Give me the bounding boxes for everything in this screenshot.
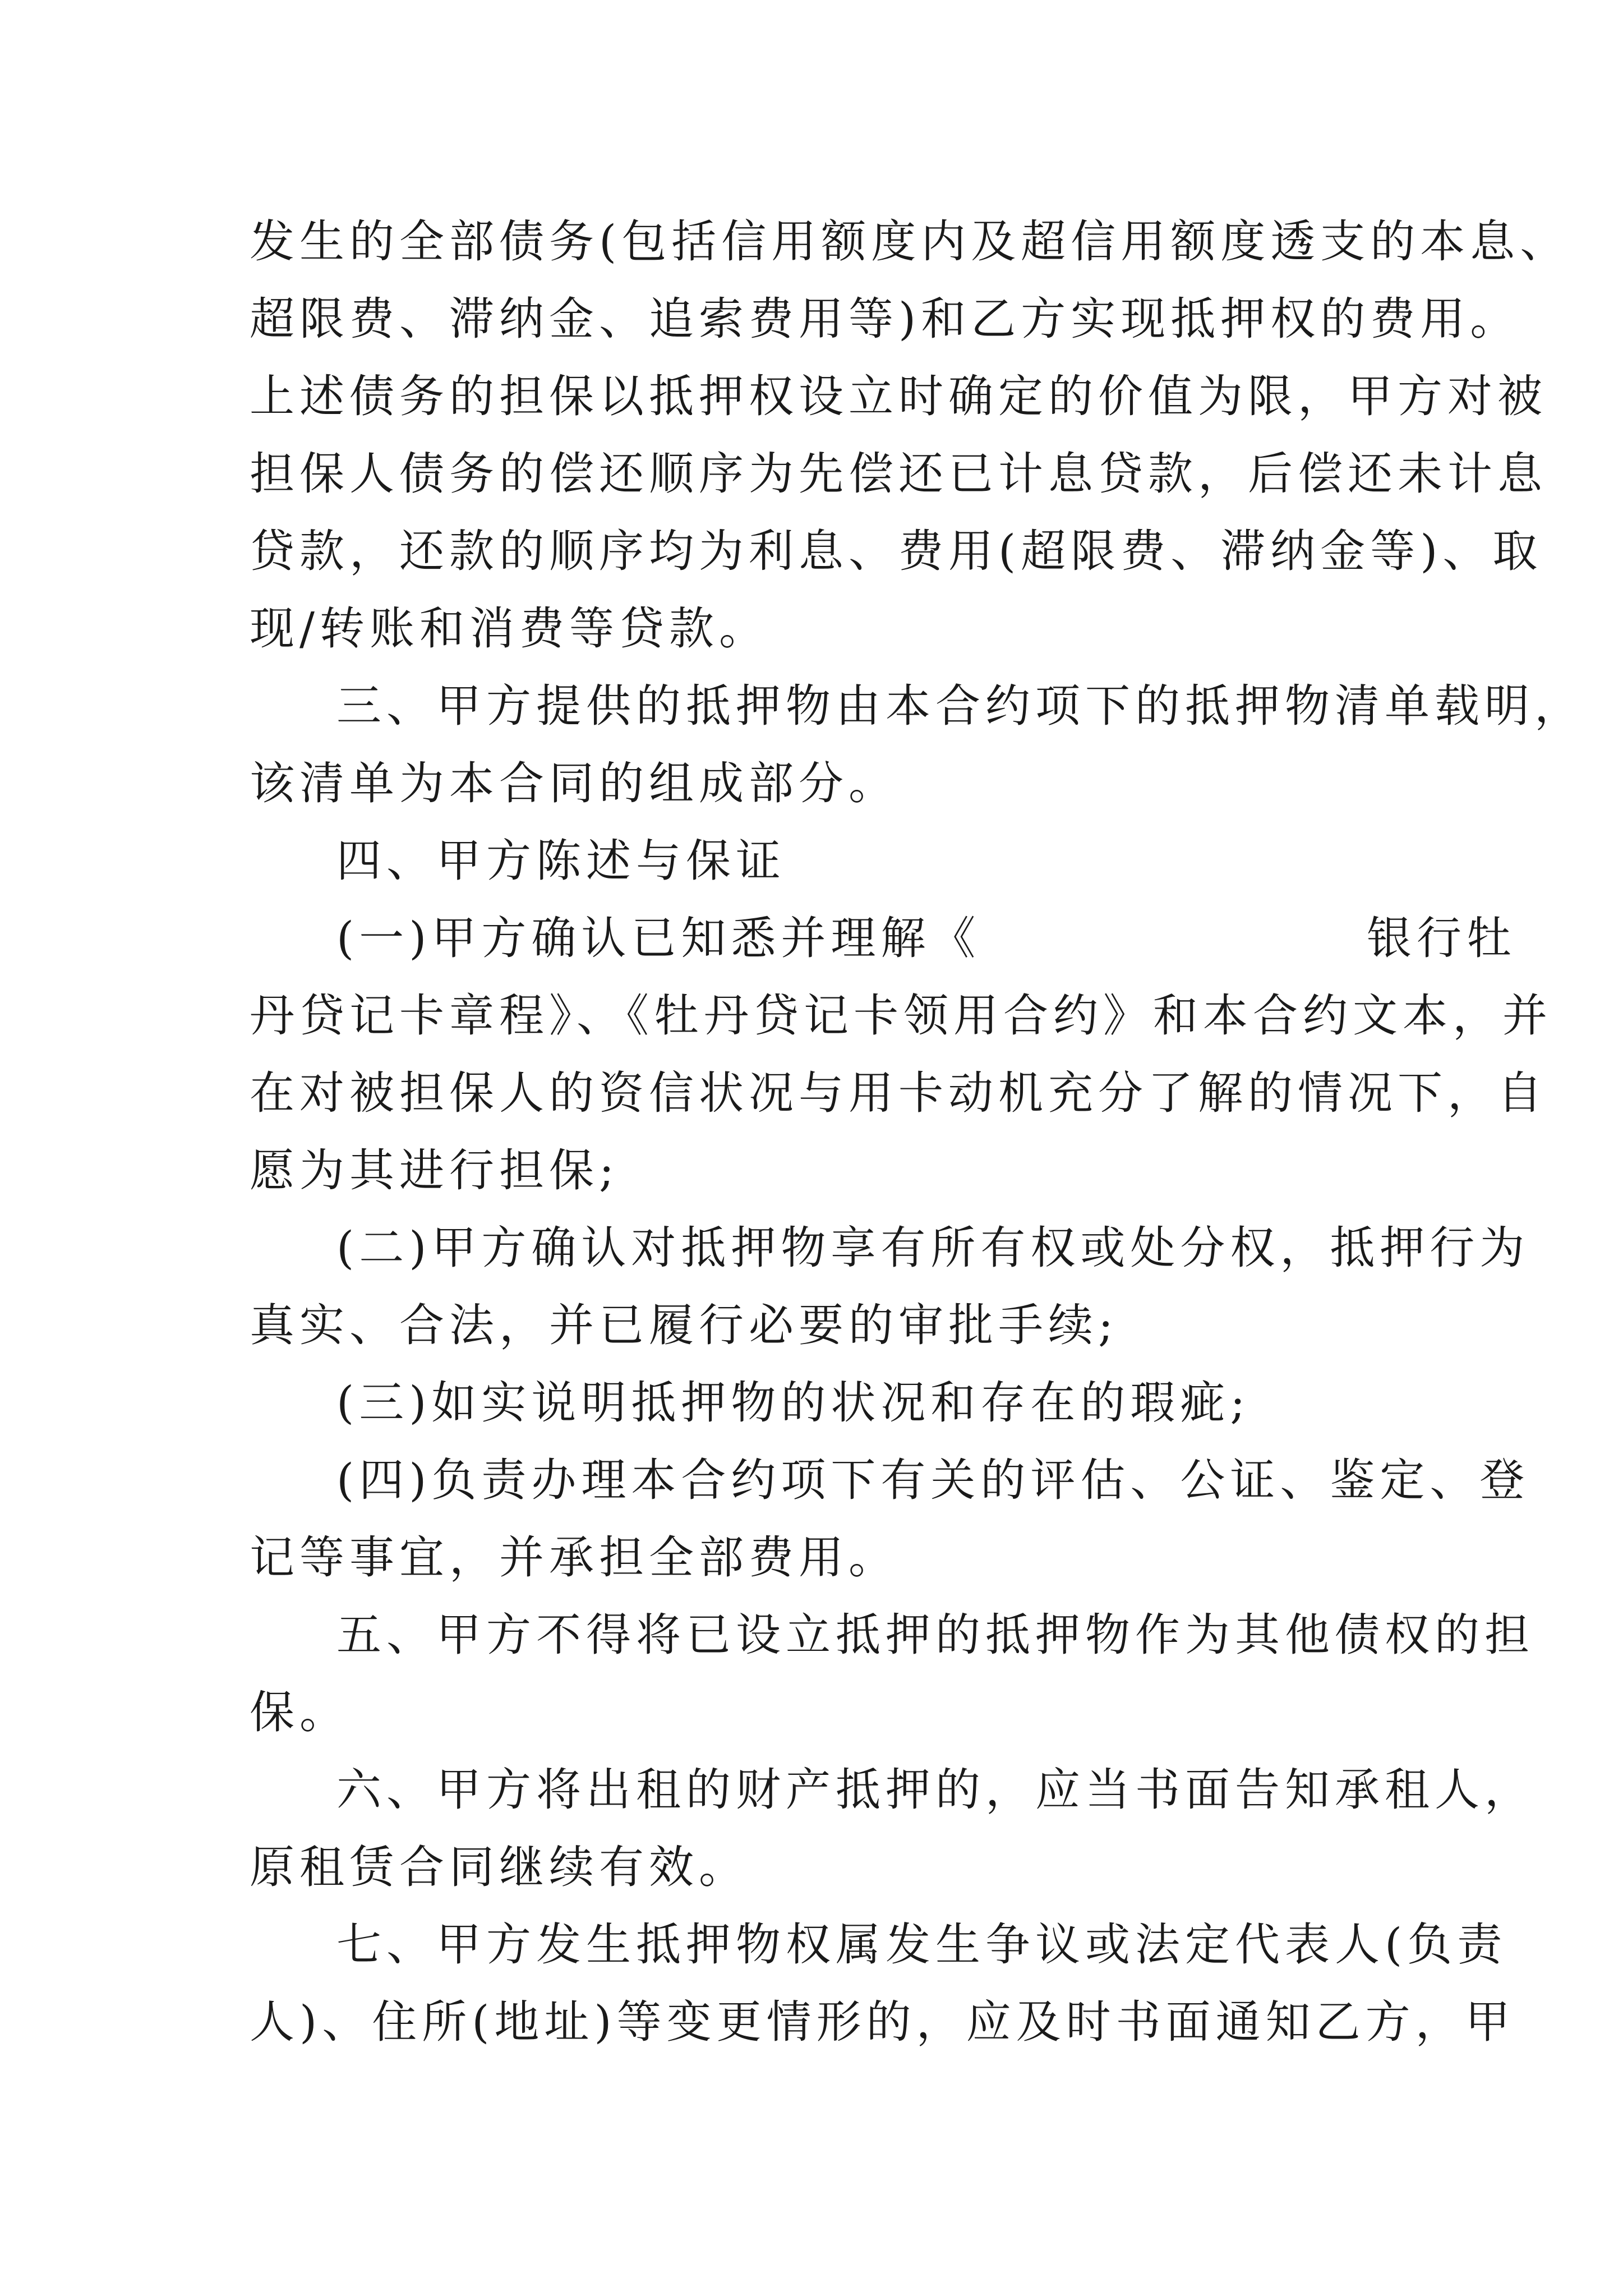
text-line: 记等事宜，并承担全部费用。	[250, 1531, 898, 1584]
text-line: (二)甲方确认对抵押物享有所有权或处分权，抵押行为	[336, 1222, 1530, 1274]
text-line: 现/转账和消费等贷款。	[250, 602, 769, 655]
text-line: 原租赁合同继续有效。	[250, 1841, 749, 1893]
text-line: 丹贷记卡章程》、《牡丹贷记卡领用合约》和本合约文本，并	[250, 990, 1552, 1042]
text-line: (三)如实说明抵押物的状况和存在的瑕疵;	[336, 1377, 1251, 1429]
text-line: 六、甲方将出租的财产抵押的，应当书面告知承租人，	[336, 1764, 1534, 1816]
text-line: 真实、合法，并已履行必要的审批手续;	[250, 1299, 1118, 1351]
text-line: 担保人债务的偿还顺序为先偿还已计息贷款，后偿还未计息	[250, 448, 1547, 500]
text-line: 在对被担保人的资信状况与用卡动机充分了解的情况下，自	[250, 1067, 1547, 1119]
text-line: 愿为其进行担保;	[250, 1144, 619, 1197]
text-line: 该清单为本合同的组成部分。	[250, 757, 898, 809]
text-line: 五、甲方不得将已设立抵押的抵押物作为其他债权的担	[336, 1609, 1534, 1661]
text-line: (四)负责办理本合约项下有关的评估、公证、鉴定、登	[336, 1454, 1530, 1506]
text-line: 三、甲方提供的抵押物由本合约项下的抵押物清单载明，	[336, 680, 1584, 732]
text-line: 人)、住所(地址)等变更情形的，应及时书面通知乙方，甲	[250, 1996, 1515, 2048]
section-heading: 四、甲方陈述与保证	[336, 835, 786, 887]
text-line: 保。	[250, 1686, 349, 1738]
text-line: 超限费、滞纳金、追索费用等)和乙方实现抵押权的费用。	[250, 293, 1520, 345]
text-line: 发生的全部债务(包括信用额度内及超信用额度透支的本息、	[250, 215, 1570, 268]
text-line: 贷款，还款的顺序均为利息、费用(超限费、滞纳金等)、取	[250, 525, 1543, 577]
text-line: 上述债务的担保以抵押权设立时确定的价值为限，甲方对被	[250, 370, 1547, 422]
text-line: (一)甲方确认已知悉并理解《 银行牡	[336, 912, 1517, 964]
text-line: 七、甲方发生抵押物权属发生争议或法定代表人(负责	[336, 1918, 1507, 1971]
